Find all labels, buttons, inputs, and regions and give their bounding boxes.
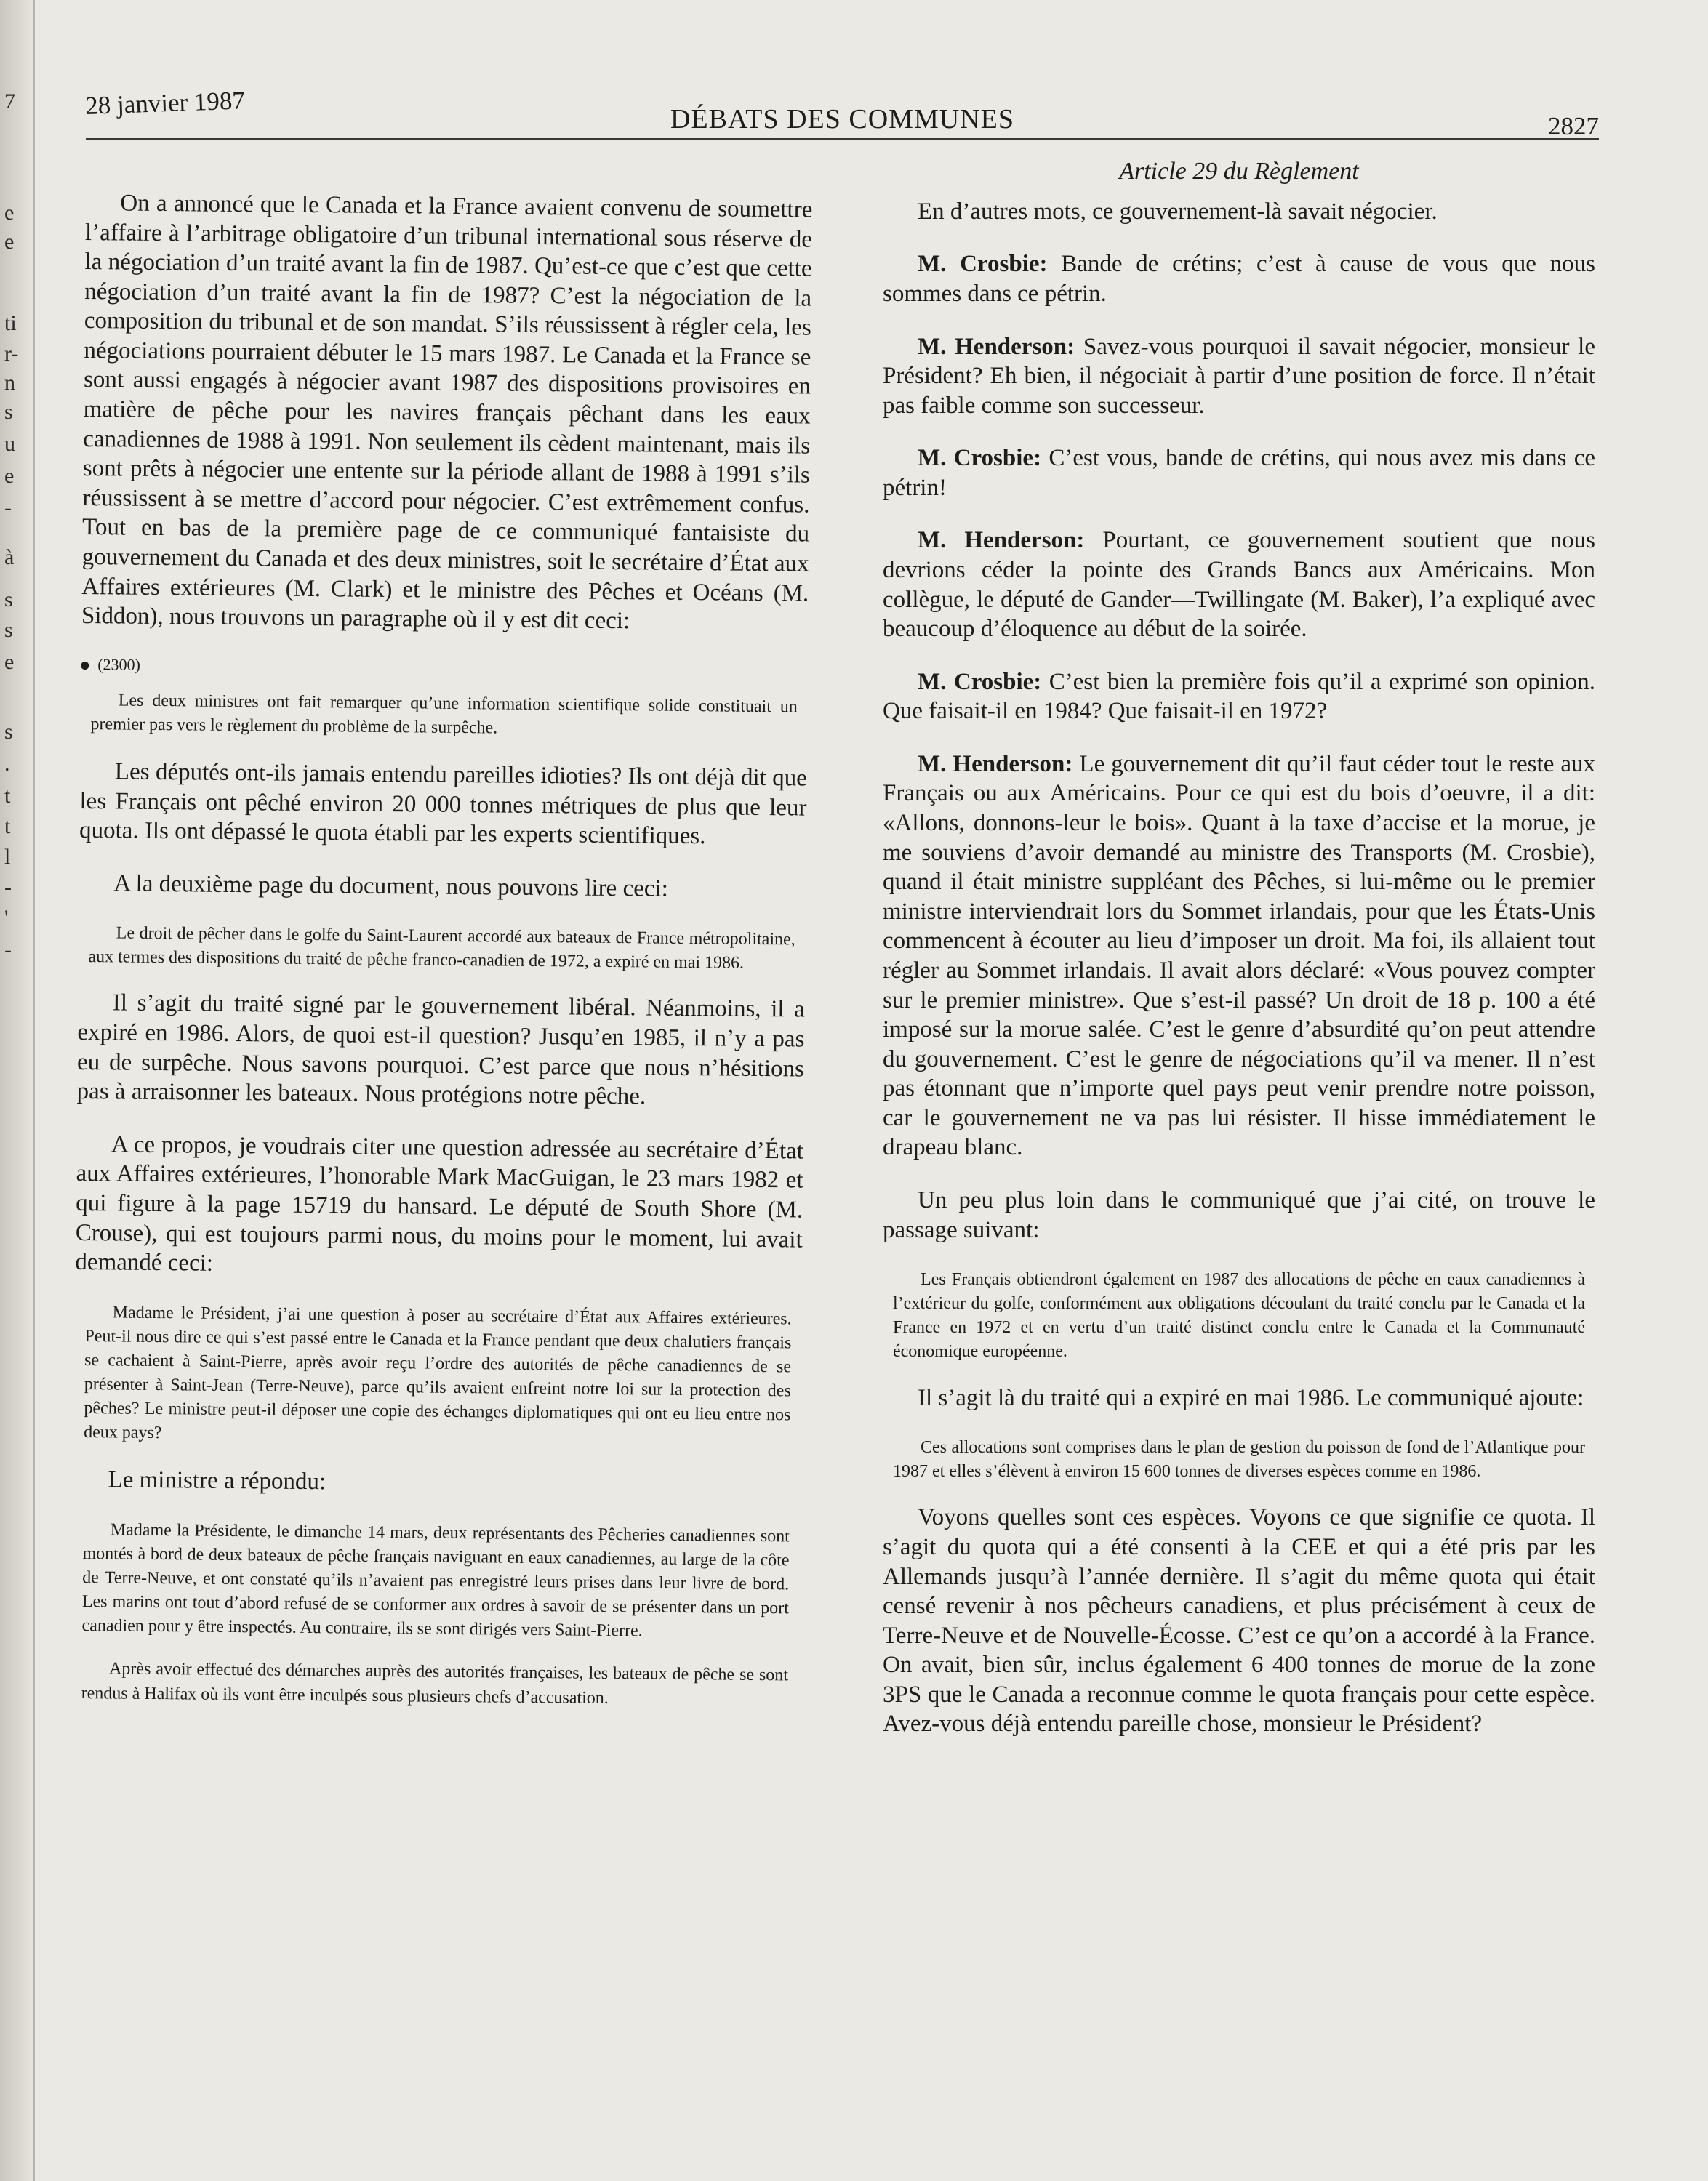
timestamp-marker [81,654,808,681]
body-paragraph: Le ministre a répondu: [108,1466,326,1495]
gutter-fragment: s [4,400,13,424]
gutter-fragment: t [4,784,11,808]
quoted-passage: Les Français obtiendront également en 1987 des allocations de pêche en eaux canadiennes à l’extérieur du golfe, conformément aux obligations découlant du traité conclu par le Canada et la France en 1972 et en vertu d’un traité distinct conclu entre le Canada et la Communauté économique européenne. [893,1270,1585,1362]
quoted-passage: Ces allocations sont comprises dans le plan de gestion du poisson de fond de l’Atlantique pour 1987 et elles s’élèvent à environ 15 600 tonnes de diverses espèces comme en 1986. [893,1438,1585,1482]
gutter-fragment: . [4,752,10,776]
gutter-fragment: - [4,496,12,520]
left-column [71,156,813,1731]
body-paragraph: A la deuxième page du document, nous pouvons lire ceci: [113,870,669,902]
header-title: DÉBATS DES COMMUNES [670,104,1014,134]
gutter-fragment: s [4,618,13,642]
gutter-fragment: u [4,432,15,456]
gutter-fragment: e [4,201,15,225]
speech-paragraph [883,526,1595,643]
gutter-fragment: n [4,371,15,395]
gutter-fragment: r- [4,342,19,366]
speech-paragraph [883,332,1595,421]
quoted-passage: Les deux ministres ont fait remarquer qu’une information scientifique solide constituait un premier pas vers le règlement du problème de la surpêche. [90,691,798,738]
body-paragraph: Voyons quelles sont ces espèces. Voyons ce que signifie ce quota. Il s’agit du quota qui a été consenti à la CEE et qui a été pris par les Allemands jusqu’à l’année dernière. Il s’agit du même quota qui était censé revenir à nos pêcheurs canadiens, et plus précisément à ceux de Terre-Neuve et de Nouvelle-Écosse. C’est ce qu’on a accordé à la France. On avait, bien sûr, inclus également 6 400 tonnes de morue de la zone 3PS que le Canada a reconnue comme le quota français pour cette espèce. Avez-vous déjà entendu pareille chose, monsieur le Président? [883,1504,1595,1738]
gutter-fragment: ' [4,906,9,930]
speech-paragraph [883,667,1595,726]
speaker-name: M. Crosbie: [918,445,1042,472]
speech-text: C’est bien la première fois qu’il a exprimé son opinion. Que faisait-il en 1984? Que faisait-il en 1972? [883,668,1595,725]
speaker-name: M. Henderson: [918,750,1073,777]
speech-paragraph [883,750,1595,1162]
body-paragraph: Les députés ont-ils jamais entendu pareilles idioties? Ils ont déjà dit que les Français ont pêché environ 20 000 tonnes métriques de plus que leur quota. Ils ont dépassé le quota établi par les experts scientifiques. [79,758,808,850]
speech-text: Savez-vous pourquoi il savait négocier, monsieur le Président? Eh bien, il négociait à partir d’une position de force. Il n’était pas faible comme son successeur. [883,333,1595,419]
adjacent-page-gutter [0,0,35,2181]
speech-text: Pourtant, ce gouvernement soutient que nous devrions céder la pointe des Grands Bancs aux Américains. Mon collègue, le député de Gander—Twillingate (M. Baker), l’a expliqué avec beaucoup d’éloquence au début de la soirée. [883,527,1596,643]
gutter-fragment: à [4,545,15,569]
body-paragraph: On a annoncé que le Canada et la France avaient convenu de soumettre l’affaire à l’arbitrage obligatoire d’un tribunal international sous réserve de la négociation d’un traité avant la fin de 1987. Qu’est-ce que c’est que cette négociation d’un traité avant la fin de 1987? C’est la négociation de la composition du tribunal et de son mandat. S’ils réussissent à régler cela, les négociations pourraient débuter le 15 mars 1987. Le Canada et la France se sont aussi engagés à négocier avant 1987 des dispositions provisoires en matière de pêche pour les navires français pêchant dans les eaux canadiennes de 1988 à 1991. Non seulement ils cèdent maintenant, mais ils sont prêts à négocier une entente sur la période allant de 1988 à 1991 s’ils réussissent à se mettre d’accord pour négocier. C’est extrêmement confus. Tout en bas de la première page de ce communiqué fantaisiste du gouvernement du Canada et des deux ministres, soit le secrétaire d’État aux Affaires extérieures (M. Clark) et le ministre des Pêches et Océans (M. Siddon), nous trouvons un paragraphe où il y est dit ceci: [81,190,813,635]
gutter-fragment: ti [4,311,17,335]
speaker-name: M. Henderson: [918,333,1075,360]
body-paragraph: Il s’agit du traité signé par le gouvernement libéral. Néanmoins, il a expiré en 1986. Alors, de quoi est-il question? Jusqu’en 1985, il n’y a pas eu de surpêche. Nous savons pourquoi. C’est parce que nous n’hésitions pas à arraisonner les bateaux. Nous protégions notre pêche. [76,989,805,1110]
speaker-name: M. Henderson: [918,527,1085,554]
quoted-passage: Après avoir effectué des démarches auprès des autorités françaises, les bateaux de pêche se sont rendus à Halifax où ils vont être inculpés sous plusieurs chefs d’accusation. [81,1659,789,1708]
page-header [86,86,1599,140]
bullet-icon [81,662,89,670]
quoted-passage: Le droit de pêcher dans le golfe du Saint-Laurent accordé aux bateaux de France métropolitaine, aux termes des dispositions du traité de pêche franco-canadien de 1972, a expiré en mai 1986. [88,923,795,973]
gutter-fragment: e [4,650,15,674]
gutter-fragment: e [4,464,15,488]
speaker-name: M. Crosbie: [918,251,1048,278]
speaker-name: M. Crosbie: [918,668,1042,695]
gutter-fragment: - [4,938,12,962]
body-paragraph: Un peu plus loin dans le communiqué que j’ai cité, on trouve le passage suivant: [883,1187,1595,1243]
speech-text: Le gouvernement dit qu’il faut céder tout le reste aux Français ou aux Américains. Pour ce qui est du bois d’oeuvre, il a dit: «Allons, donnons-leur le bois». Quant à la taxe d’accise et la morue, je me souviens d’avoir demandé au ministre des Transports (M. Crosbie), quand il était ministre suppléant des Pêches, si lui-même ou le premier ministre interviendrait lors du Sommet irlandais, pour que les États-Unis commencent à écouter au lieu d’imposer un droit. Ma foi, ils allaient tout régler au Sommet irlandais. Il avait alors déclaré: «Vous pouvez compter sur le premier ministre». Que s’est-il passé? Un droit de 18 p. 100 a été imposé sur la morue salée. C’est le genre d’absurdité qu’on peut attendre du gouvernement. C’est le genre de négociations qu’il va mener. Il n’est pas étonnant que n’importe quel pays peut venir prendre notre poisson, car le gouvernement ne va pas lui résister. Il hisse immédiatement le drapeau blanc. [883,750,1595,1161]
body-paragraph: A ce propos, je voudrais citer une question adressée au secrétaire d’État aux Affaires extérieures, l’honorable Mark MacGuigan, le 23 mars 1982 et qui figure à la page 15719 du hansard. Le député de South Shore (M. Crouse), qui est toujours parmi nous, du moins pour le moment, lui avait demandé ceci: [75,1131,804,1277]
gutter-fragment: - [4,875,12,899]
right-column [883,156,1595,1762]
gutter-fragment: e [4,230,15,254]
body-paragraph: En d’autres mots, ce gouvernement-là savait négocier. [918,198,1438,225]
gutter-fragment: s [4,587,13,611]
section-title: Article 29 du Règlement [1119,158,1359,185]
quoted-passage: Madame le Président, j’ai une question à poser au secrétaire d’État aux Affaires extérieures. Peut-il nous dire ce qui s’est passé entre le Canada et la France pendant que deux chalutiers français se cachaient à Saint-Pierre, après avoir reçu l’ordre des autorités de pêche canadiennes de se présenter à Saint-Jean (Terre-Neuve), parce qu’ils avaient enfreint notre loi sur la protection des pêches? Le ministre peut-il déposer une copie des échanges diplomatiques qui ont eu lieu entre nos deux pays? [84,1303,792,1443]
timestamp-text: (2300) [97,654,141,674]
gutter-fragment: t [4,814,11,838]
quoted-passage: Madame la Présidente, le dimanche 14 mars, deux représentants des Pêcheries canadiennes sont montés à bord de deux bateaux de pêche français naviguant en eaux canadiennes, au large de la côte de Terre-Neuve, et ont constaté qu’ils n’avaient pas enregistré leurs prises dans leur livre de bord. Les marins ont tout d’abord refusé de se conformer aux ordres à savoir de se présenter dans un port canadien pour y être inspectés. Au contraire, ils se sont dirigés vers Saint-Pierre. [81,1520,790,1641]
gutter-fragment: s [4,720,13,744]
gutter-fragment: 7 [4,89,15,113]
speech-text: Bande de crétins; c’est à cause de vous que nous sommes dans ce pétrin. [883,251,1595,307]
page-number: 2827 [1548,112,1599,140]
speech-text: C’est vous, bande de crétins, qui nous avez mis dans ce pétrin! [883,445,1595,501]
speech-paragraph [883,249,1595,308]
gutter-fragment: l [4,845,11,869]
speech-paragraph [883,443,1595,502]
body-paragraph: Il s’agit là du traité qui a expiré en mai 1986. Le communiqué ajoute: [918,1384,1584,1411]
header-date: 28 janvier 1987 [84,86,246,121]
